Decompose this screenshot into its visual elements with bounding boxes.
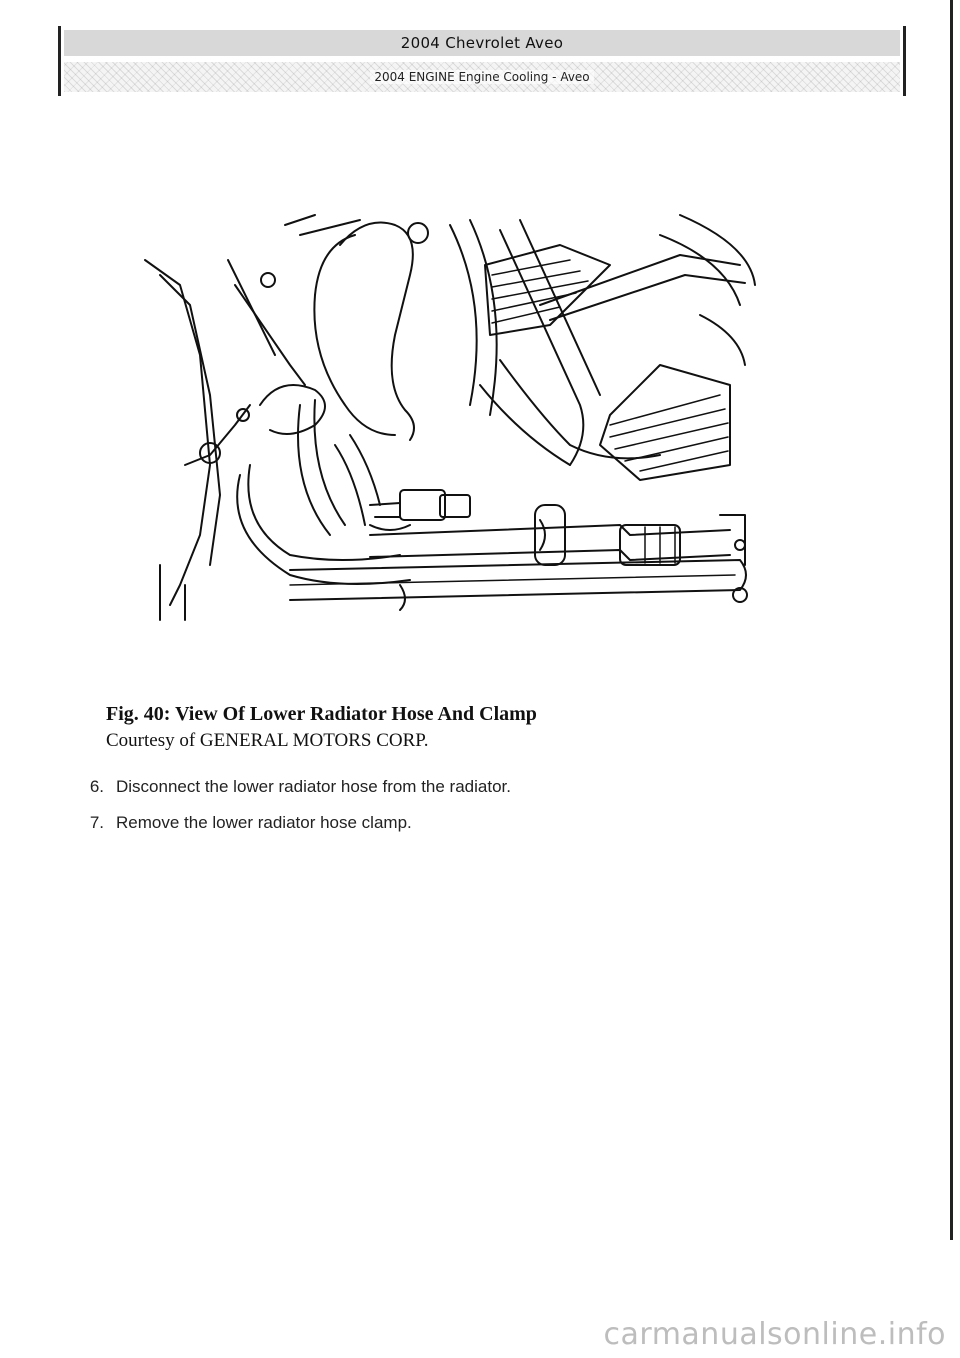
header-left-rule: [58, 26, 61, 96]
document-title: 2004 Chevrolet Aveo: [64, 30, 900, 56]
step-number: 7.: [89, 813, 104, 832]
document-subtitle-band: [64, 62, 900, 92]
header-right-rule: [903, 26, 906, 96]
page-header: [58, 26, 906, 96]
procedure-steps: [70, 776, 870, 848]
page-edge-rule: [950, 0, 953, 1240]
figure-lower-radiator-hose: [140, 205, 760, 625]
figure-caption: [106, 700, 806, 754]
figure-title: Fig. 40: View Of Lower Radiator Hose And Clamp: [106, 703, 537, 725]
figure-courtesy: Courtesy of GENERAL MOTORS CORP.: [106, 730, 429, 751]
step-number: 6.: [89, 777, 104, 796]
document-subtitle: 2004 ENGINE Engine Cooling - Aveo: [370, 70, 593, 84]
step-text: Remove the lower radiator hose clamp.: [116, 813, 412, 832]
watermark: carmanualsonline.info: [603, 1317, 946, 1352]
procedure-step: [70, 776, 870, 798]
step-text: Disconnect the lower radiator hose from the radiator.: [116, 777, 511, 796]
radiator-hose-illustration: [140, 205, 760, 625]
procedure-step: [70, 812, 870, 834]
